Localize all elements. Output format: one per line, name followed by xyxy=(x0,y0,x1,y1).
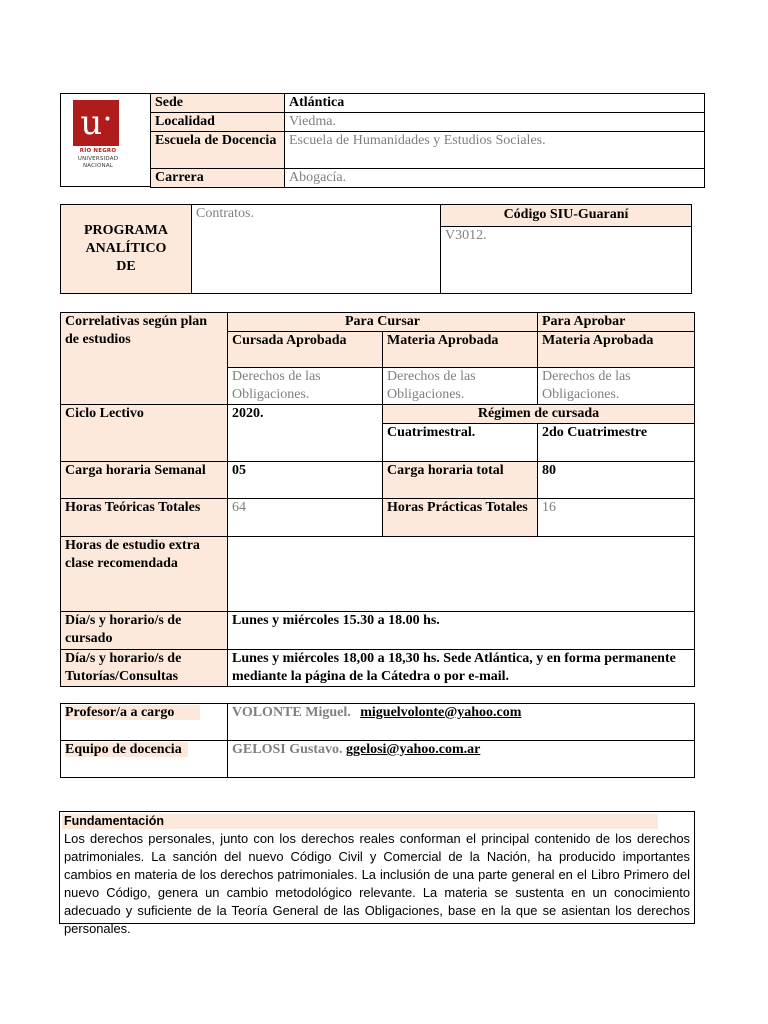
escuela-value: Escuela de Humanidades y Estudios Sociales. xyxy=(285,132,705,169)
fundamentacion-title: Fundamentación xyxy=(62,814,658,829)
correlativa-cursada: Derechos de las Obligaciones. xyxy=(228,368,383,405)
correlativa-materia-aprobar: Derechos de las Obligaciones. xyxy=(538,368,695,405)
dias-tutorias-label: Día/s y horario/s de Tutorías/Consultas xyxy=(61,650,228,687)
ciclo-lectivo-label: Ciclo Lectivo xyxy=(61,405,228,462)
profesor-name: VOLONTE Miguel. xyxy=(232,705,351,720)
para-cursar-header: Para Cursar xyxy=(228,313,538,332)
carrera-label: Carrera xyxy=(151,169,285,188)
equipo-email-link[interactable]: ggelosi@yahoo.com.ar xyxy=(345,742,481,757)
equipo-value xyxy=(228,741,695,778)
cursada-aprobada-header: Cursada Aprobada xyxy=(228,332,383,368)
localidad-label: Localidad xyxy=(151,113,285,132)
programa-table xyxy=(60,204,692,294)
horas-practicas-value: 16 xyxy=(538,499,695,537)
programa-label: PROGRAMA ANALÍTICO DE xyxy=(61,205,192,294)
profesor-email-link[interactable]: miguelvolonte@yahoo.com xyxy=(360,705,522,720)
docentes-table xyxy=(60,703,695,778)
materia-aprobada-header-2: Materia Aprobada xyxy=(538,332,695,368)
cuatrimestre-value: 2do Cuatrimestre xyxy=(538,424,695,462)
siu-value: V3012. xyxy=(441,227,692,294)
regimen-value: Cuatrimestral. xyxy=(383,424,538,462)
carga-semanal-label: Carga horaria Semanal xyxy=(61,462,228,499)
regimen-cursada-label: Régimen de cursada xyxy=(383,405,695,424)
carga-total-label: Carga horaria total xyxy=(383,462,538,499)
siu-label: Código SIU-Guaraní xyxy=(441,205,692,227)
localidad-value: Viedma. xyxy=(285,113,705,132)
horas-teoricas-value: 64 xyxy=(228,499,383,537)
unrn-logo-icon: u • xyxy=(73,100,119,146)
main-table xyxy=(60,312,695,687)
horas-practicas-label: Horas Prácticas Totales xyxy=(383,499,538,537)
equipo-label-text: Equipo de docencia xyxy=(65,742,188,757)
fundamentacion-section xyxy=(59,811,695,936)
dias-cursado-value: Lunes y miércoles 15.30 a 18.00 hs. xyxy=(228,612,695,650)
logo-universidad: UNIVERSIDAD xyxy=(77,156,119,162)
correlativas-label: Correlativas según plan de estudios xyxy=(61,313,228,405)
profesor-value xyxy=(228,704,695,741)
horas-teoricas-label: Horas Teóricas Totales xyxy=(61,499,228,537)
materia-aprobada-header-1: Materia Aprobada xyxy=(383,332,538,368)
logo-nacional: NACIONAL xyxy=(82,163,114,169)
ciclo-lectivo-value: 2020. xyxy=(228,405,383,462)
horas-estudio-label: Horas de estudio extra clase recomendada xyxy=(61,537,228,612)
carrera-value: Abogacía. xyxy=(285,169,705,188)
profesor-label xyxy=(61,704,228,741)
sede-value: Atlántica xyxy=(285,94,705,113)
dias-cursado-label: Día/s y horario/s de cursado xyxy=(61,612,228,650)
header-table xyxy=(150,93,705,188)
escuela-label: Escuela de Docencia xyxy=(151,132,285,169)
horas-estudio-value xyxy=(228,537,695,612)
logo-rio-negro: RÍO NEGRO xyxy=(79,148,117,154)
carga-semanal-value: 05 xyxy=(228,462,383,499)
dias-tutorias-value: Lunes y miércoles 18,00 a 18,30 hs. Sede Atlántica, y en forma permanente mediante la página de la Cátedra o por e-mail. xyxy=(228,650,695,687)
university-logo xyxy=(60,93,152,187)
equipo-label xyxy=(61,741,228,778)
carga-total-value: 80 xyxy=(538,462,695,499)
para-aprobar-header: Para Aprobar xyxy=(538,313,695,332)
equipo-name: GELOSI Gustavo. xyxy=(232,742,343,757)
sede-label: Sede xyxy=(151,94,285,113)
profesor-label-text: Profesor/a a cargo xyxy=(65,705,200,720)
correlativa-materia-cursar: Derechos de las Obligaciones. xyxy=(383,368,538,405)
fundamentacion-text: Los derechos personales, junto con los derechos reales conforman el principal contenido de los derechos patrimoniales. La sanción del nuevo Código Civil y Comercial de la Nación, ha producido importantes cambios en materia de los derechos patrimoniales. La inclusión de una parte general en el Libro Primero del nuevo Código, genera un cambio metodológico relevante. La materia se sustenta en un conocimiento adecuado y suficiente de la Teoría General de las Obligaciones, base en la que se asientan los derechos personales. xyxy=(64,831,690,936)
programa-value: Contratos. xyxy=(192,205,441,294)
